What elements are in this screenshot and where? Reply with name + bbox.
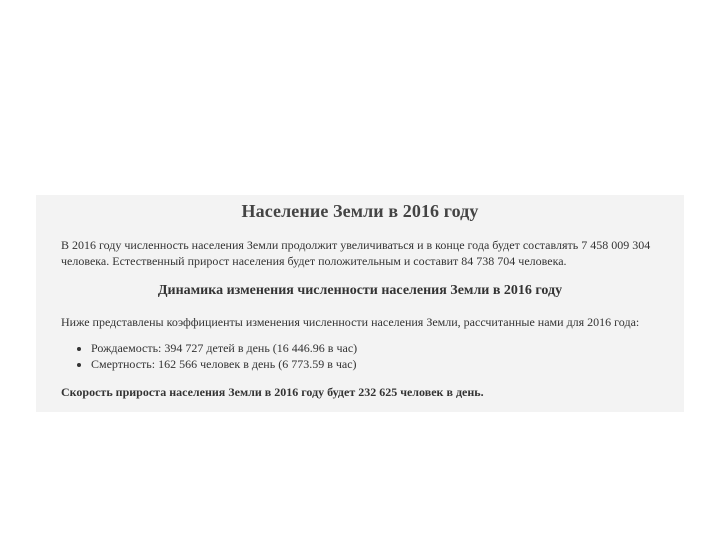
growth-summary: Скорость прироста населения Земли в 2016 году будет 232 625 человек в день. xyxy=(61,385,484,399)
coefficients-paragraph: Ниже представлены коэффициенты изменения численности населения Земли, рассчитанные нами для 2016 года: xyxy=(61,315,640,329)
population-info-panel xyxy=(36,195,684,412)
rates-list xyxy=(61,340,357,372)
birth-rate-item: • Рождаемость: 394 727 детей в день (16 446.96 в час) xyxy=(91,340,357,356)
death-rate-item: • Смертность: 162 566 человек в день (6 773.59 в час) xyxy=(91,356,357,372)
section-subtitle: Динамика изменения численности населения Земли в 2016 году xyxy=(157,283,563,298)
intro-paragraph: В 2016 году численность населения Земли продолжит увеличиваться и в конце года будет составлять 7 458 009 304 человека. Естественный прирост населения будет положительным и составит 84 738 704 человека. xyxy=(61,238,651,268)
page-title: Население Земли в 2016 году xyxy=(241,201,479,221)
